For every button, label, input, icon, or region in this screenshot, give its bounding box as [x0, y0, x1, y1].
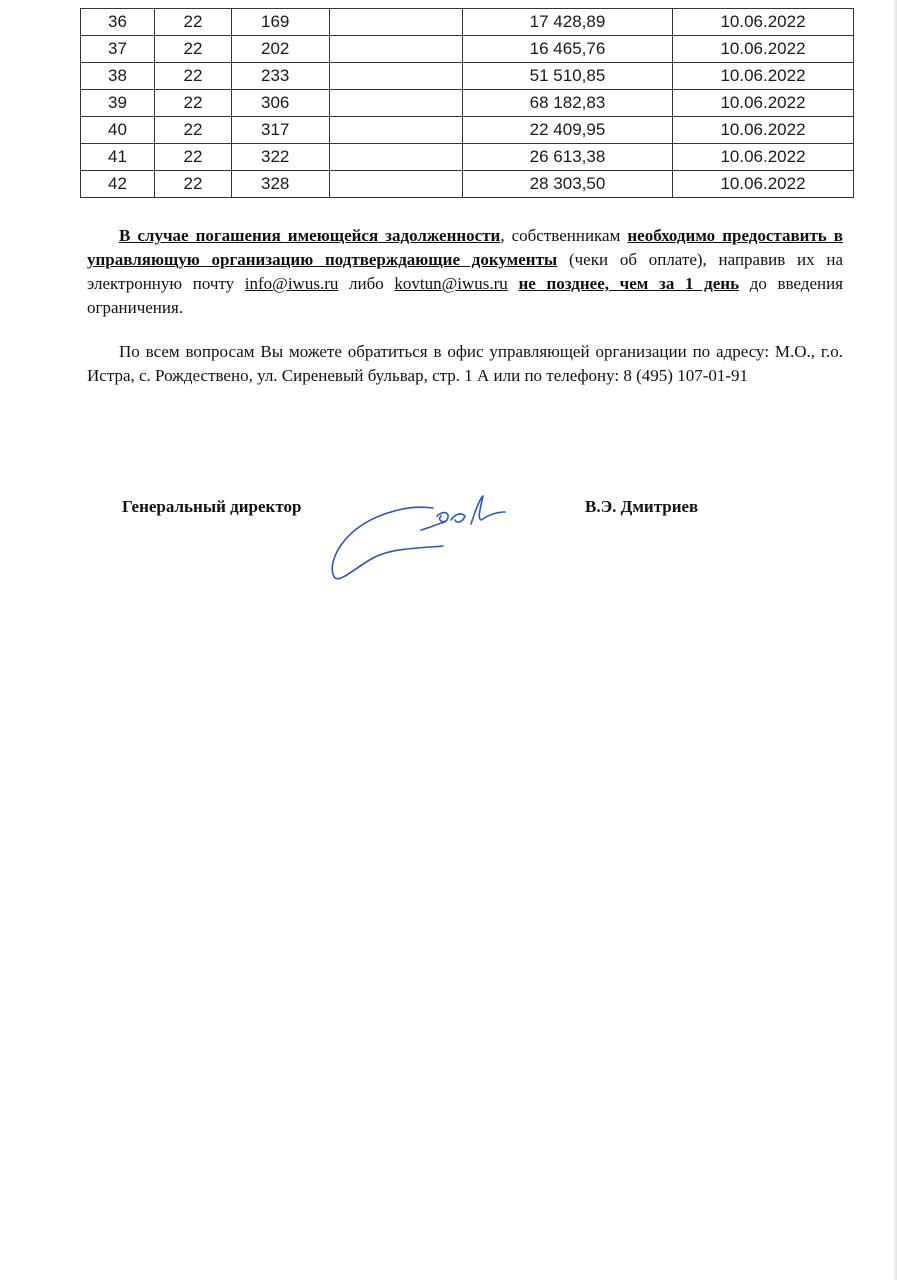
debt-table-body	[81, 9, 854, 198]
row-number: 40	[81, 117, 155, 144]
house-number: 22	[155, 9, 232, 36]
contact-text: По всем вопросам Вы можете обратиться в офис управляющей организации по адресу: М.О., г.о. Истра, с. Рождествено, ул. Сиреневый бульвар, стр. 1 А или по телефону: 8 (495) 107-01-91	[87, 342, 843, 385]
notice-text-3: либо	[338, 274, 395, 293]
debt-table	[80, 8, 854, 198]
apartment-number: 317	[232, 117, 330, 144]
apartment-number: 233	[232, 63, 330, 90]
notice-bold-deadline: не позднее, чем за 1 день	[518, 274, 740, 293]
debt-amount: 68 182,83	[463, 90, 673, 117]
notice-text-5: до введения ограничения.	[87, 274, 844, 317]
table-row	[81, 117, 854, 144]
apartment-number: 169	[232, 9, 330, 36]
restriction-date: 10.06.2022	[673, 63, 854, 90]
blank-cell	[330, 117, 463, 144]
house-number: 22	[155, 90, 232, 117]
restriction-date: 10.06.2022	[673, 36, 854, 63]
row-number: 42	[81, 171, 155, 198]
debt-amount: 26 613,38	[463, 144, 673, 171]
debt-amount: 16 465,76	[463, 36, 673, 63]
signatory-title: Генеральный директор	[122, 497, 302, 516]
debt-amount: 17 428,89	[463, 9, 673, 36]
row-number: 36	[81, 9, 155, 36]
table-row	[81, 171, 854, 198]
table-row	[81, 36, 854, 63]
restriction-date: 10.06.2022	[673, 144, 854, 171]
restriction-date: 10.06.2022	[673, 9, 854, 36]
restriction-date: 10.06.2022	[673, 171, 854, 198]
notice-text-4	[508, 274, 519, 293]
debt-amount: 28 303,50	[463, 171, 673, 198]
blank-cell	[330, 36, 463, 63]
blank-cell	[330, 63, 463, 90]
row-number: 37	[81, 36, 155, 63]
house-number: 22	[155, 117, 232, 144]
row-number: 41	[81, 144, 155, 171]
apartment-number: 306	[232, 90, 330, 117]
signatory-name: В.Э. Дмитриев	[585, 497, 699, 516]
email-link-info[interactable]: info@iwus.ru	[244, 274, 339, 293]
blank-cell	[330, 171, 463, 198]
restriction-date: 10.06.2022	[673, 90, 854, 117]
blank-cell	[330, 9, 463, 36]
apartment-number: 202	[232, 36, 330, 63]
notice-text-2: (чеки об оплате), направив их на электронную почту	[87, 250, 843, 293]
table-row	[81, 63, 854, 90]
debt-amount: 51 510,85	[463, 63, 673, 90]
row-number: 39	[81, 90, 155, 117]
house-number: 22	[155, 36, 232, 63]
house-number: 22	[155, 63, 232, 90]
notice-text-1: , собственникам	[500, 226, 628, 245]
contact-paragraph	[87, 340, 843, 388]
table-row	[81, 9, 854, 36]
table-row	[81, 90, 854, 117]
house-number: 22	[155, 171, 232, 198]
blank-cell	[330, 90, 463, 117]
notice-bold-lead: В случае погашения имеющейся задолженности	[119, 226, 501, 245]
table-row	[81, 144, 854, 171]
debt-amount: 22 409,95	[463, 117, 673, 144]
notice-bold-requirement: необходимо предоставить в управляющую организацию подтверждающие документы	[87, 226, 843, 269]
apartment-number: 328	[232, 171, 330, 198]
apartment-number: 322	[232, 144, 330, 171]
handwritten-signature	[325, 490, 515, 585]
notice-paragraph	[87, 224, 843, 320]
blank-cell	[330, 144, 463, 171]
email-link-kovtun[interactable]: kovtun@iwus.ru	[394, 274, 508, 293]
restriction-date: 10.06.2022	[673, 117, 854, 144]
house-number: 22	[155, 144, 232, 171]
row-number: 38	[81, 63, 155, 90]
